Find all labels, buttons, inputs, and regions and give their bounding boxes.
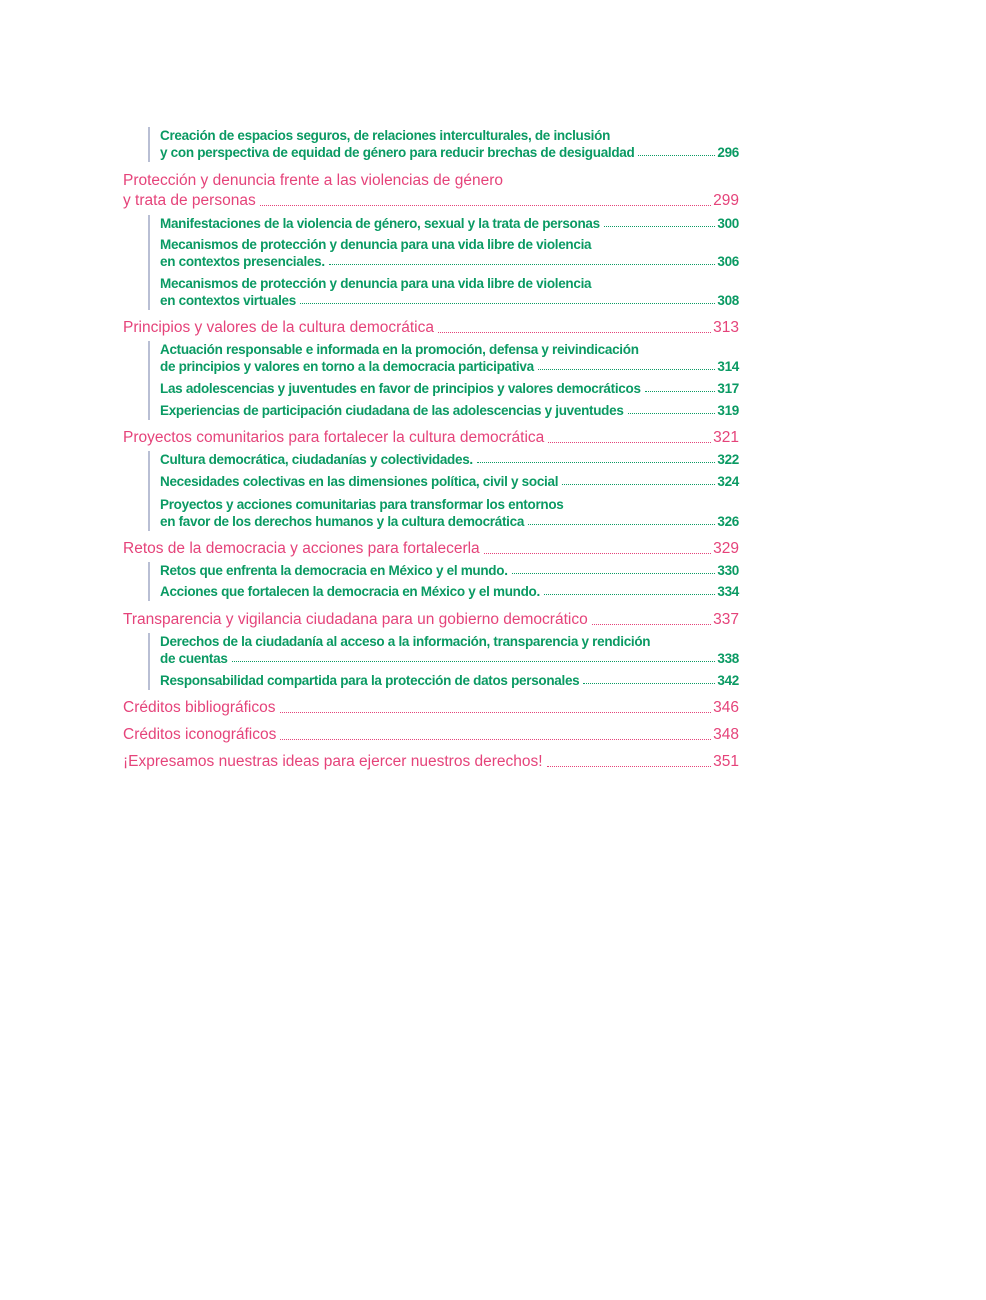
section-group-bar	[148, 341, 150, 420]
entry-row	[123, 725, 739, 745]
page-number: 337	[713, 611, 739, 628]
page-number: 322	[717, 452, 739, 467]
dot-leader	[232, 661, 716, 662]
entry-title-line: Mecanismos de protección y denuncia para una vida libre de violencia	[160, 276, 592, 291]
entry-row	[123, 610, 739, 630]
entry-title-line: Derechos de la ciudadanía al acceso a la información, transparencia y rendición	[160, 634, 651, 649]
toc-subsection[interactable]	[160, 341, 739, 375]
entry-row	[160, 583, 739, 600]
page-number: 313	[713, 319, 739, 336]
section-group-bar	[148, 127, 150, 162]
page-number: 321	[713, 429, 739, 446]
toc-subsection[interactable]	[160, 275, 739, 309]
entry-title: Manifestaciones de la violencia de género, sexual y la trata de personas	[160, 216, 600, 231]
dot-leader	[477, 462, 716, 463]
toc-section[interactable]	[123, 428, 739, 448]
toc-section[interactable]	[123, 171, 739, 211]
page-number: 299	[713, 192, 739, 209]
entry-title-line: Actuación responsable e informada en la promoción, defensa y reivindicación	[160, 342, 639, 357]
toc-subsection[interactable]	[160, 672, 739, 689]
dot-leader	[583, 683, 715, 684]
entry-row	[160, 292, 739, 309]
entry-row	[160, 402, 739, 419]
entry-title: Necesidades colectivas en las dimensiones política, civil y social	[160, 474, 559, 489]
page-number: 319	[717, 403, 739, 418]
toc-subsection[interactable]	[160, 127, 739, 161]
page-number: 306	[717, 254, 739, 269]
toc-subsection[interactable]	[160, 583, 739, 600]
toc-section[interactable]	[123, 725, 739, 745]
entry-title: Las adolescencias y juventudes en favor de principios y valores democráticos	[160, 381, 641, 396]
entry-title: en favor de los derechos humanos y la cultura democrática	[160, 514, 525, 529]
toc-subsection[interactable]	[160, 215, 739, 232]
page-number: 324	[717, 474, 739, 489]
dot-leader	[548, 442, 711, 443]
page-number: 308	[717, 293, 739, 308]
entry-row	[160, 473, 739, 490]
entry-row	[123, 318, 739, 338]
toc-subsection[interactable]	[160, 562, 739, 579]
dot-leader	[329, 264, 716, 265]
entry-title: Créditos iconográficos	[123, 726, 277, 743]
page-number: 338	[717, 651, 739, 666]
toc-section[interactable]	[123, 698, 739, 718]
toc-subsection[interactable]	[160, 402, 739, 419]
dot-leader	[300, 303, 715, 304]
dot-leader	[562, 484, 715, 485]
page-number: 330	[717, 563, 739, 578]
entry-row	[160, 215, 739, 232]
page-number: 346	[713, 699, 739, 716]
page-number: 334	[717, 584, 739, 599]
toc-subsection[interactable]	[160, 496, 739, 530]
toc-section[interactable]	[123, 318, 739, 338]
entry-title: y trata de personas	[123, 192, 256, 209]
page-number: 326	[717, 514, 739, 529]
entry-title: Retos que enfrenta la democracia en México y el mundo.	[160, 563, 508, 578]
page-number: 317	[717, 381, 739, 396]
entry-title-line: Mecanismos de protección y denuncia para una vida libre de violencia	[160, 237, 592, 252]
toc-section[interactable]	[123, 752, 739, 772]
toc-subsection[interactable]	[160, 236, 739, 270]
dot-leader	[280, 739, 711, 740]
entry-title: Responsabilidad compartida para la protección de datos personales	[160, 673, 580, 688]
page-number: 296	[717, 145, 739, 160]
section-group-bar	[148, 633, 150, 690]
entry-row	[160, 672, 739, 689]
dot-leader	[638, 155, 715, 156]
entry-row	[160, 380, 739, 397]
entry-title: Cultura democrática, ciudadanías y colectividades.	[160, 452, 473, 467]
dot-leader	[544, 594, 715, 595]
toc-subsection[interactable]	[160, 473, 739, 490]
entry-row	[160, 650, 739, 667]
dot-leader	[645, 391, 716, 392]
toc-section[interactable]	[123, 610, 739, 630]
page-number: 348	[713, 726, 739, 743]
toc-subsection[interactable]	[160, 451, 739, 468]
entry-row	[160, 144, 739, 161]
dot-leader	[438, 332, 711, 333]
toc-subsection[interactable]	[160, 633, 739, 667]
dot-leader	[592, 624, 711, 625]
entry-title: en contextos virtuales	[160, 293, 296, 308]
entry-row	[160, 513, 739, 530]
dot-leader	[512, 573, 716, 574]
page-number: 351	[713, 753, 739, 770]
section-group-bar	[148, 215, 150, 310]
entry-row	[123, 191, 739, 211]
entry-title: Acciones que fortalecen la democracia en México y el mundo.	[160, 584, 540, 599]
dot-leader	[484, 553, 711, 554]
entry-title: Créditos bibliográficos	[123, 699, 276, 716]
entry-title: Principios y valores de la cultura democrática	[123, 319, 434, 336]
entry-row	[160, 451, 739, 468]
entry-row	[160, 253, 739, 270]
toc-subsection[interactable]	[160, 380, 739, 397]
entry-title: ¡Expresamos nuestras ideas para ejercer nuestros derechos!	[123, 753, 543, 770]
page-number: 314	[717, 359, 739, 374]
page-number: 342	[717, 673, 739, 688]
section-group-bar	[148, 562, 150, 601]
entry-title-line: Creación de espacios seguros, de relaciones interculturales, de inclusión	[160, 128, 611, 143]
entry-title: Transparencia y vigilancia ciudadana para un gobierno democrático	[123, 611, 588, 628]
page-number: 300	[717, 216, 739, 231]
entry-row	[160, 562, 739, 579]
entry-title: Retos de la democracia y acciones para fortalecerla	[123, 540, 480, 557]
dot-leader	[628, 413, 716, 414]
toc-section[interactable]	[123, 539, 739, 559]
entry-row	[123, 428, 739, 448]
dot-leader	[280, 712, 712, 713]
entry-row	[123, 539, 739, 559]
dot-leader	[547, 766, 712, 767]
dot-leader	[604, 226, 716, 227]
entry-row	[123, 698, 739, 718]
dot-leader	[528, 524, 715, 525]
entry-title: en contextos presenciales.	[160, 254, 325, 269]
page-number: 329	[713, 540, 739, 557]
section-group-bar	[148, 451, 150, 531]
entry-title: de cuentas	[160, 651, 228, 666]
entry-title: Proyectos comunitarios para fortalecer la cultura democrática	[123, 429, 545, 446]
entry-title: y con perspectiva de equidad de género para reducir brechas de desigualdad	[160, 145, 635, 160]
dot-leader	[538, 369, 716, 370]
entry-row	[123, 752, 739, 772]
entry-title-line: Protección y denuncia frente a las violencias de género	[123, 172, 503, 189]
entry-row	[160, 358, 739, 375]
entry-title: de principios y valores en torno a la democracia participativa	[160, 359, 534, 374]
entry-title-line: Proyectos y acciones comunitarias para transformar los entornos	[160, 497, 564, 512]
entry-title: Experiencias de participación ciudadana de las adolescencias y juventudes	[160, 403, 624, 418]
dot-leader	[260, 205, 711, 206]
